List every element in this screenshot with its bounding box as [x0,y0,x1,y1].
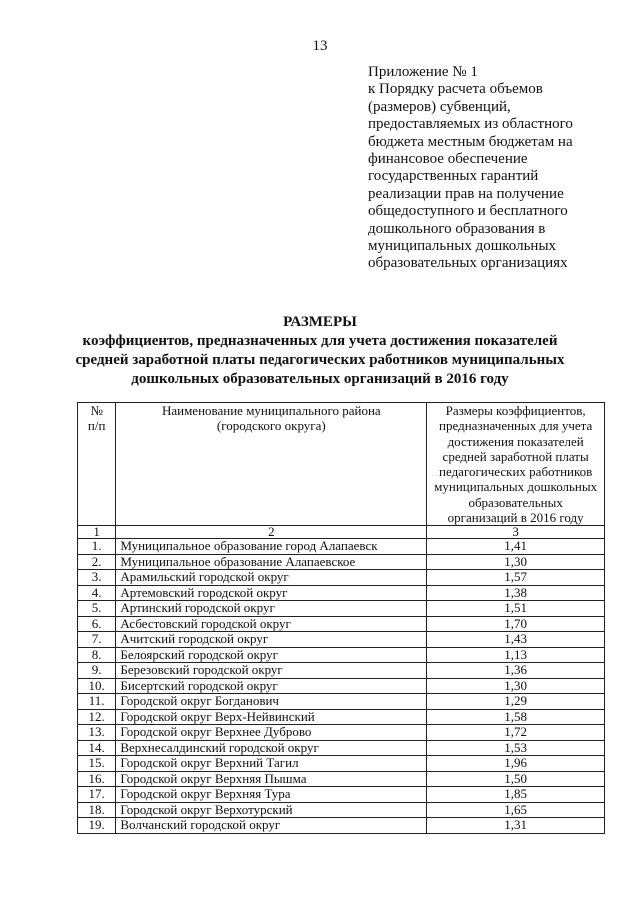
row-number: 14. [78,740,116,756]
appendix-line: Приложение № 1 [368,64,478,80]
row-value: 1,51 [427,601,605,617]
row-value: 1,38 [427,585,605,601]
title-line: коэффициентов, предназначенных для учета достижения показателей [82,333,558,349]
row-value: 1,30 [427,678,605,694]
row-value: 1,53 [427,740,605,756]
header-value-line: педагогических работников [439,464,593,480]
table-row [78,554,605,570]
row-value: 1,72 [427,725,605,741]
row-number: 12. [78,709,116,725]
row-name: Ачитский городской округ [116,632,427,648]
row-number: 4. [78,585,116,601]
header-value-line: образовательных [468,494,563,510]
header-value-line: муниципальных дошкольных [434,479,598,495]
row-name: Верхнесалдинский городской округ [116,740,427,756]
row-name: Артинский городской округ [116,601,427,617]
title-line: средней заработной платы педагогических работников муниципальных [75,352,565,368]
row-number: 15. [78,756,116,772]
row-name: Белоярский городской округ [116,647,427,663]
row-value: 1,31 [427,818,605,834]
row-value: 1,41 [427,539,605,555]
table-row [78,663,605,679]
row-value: 1,30 [427,554,605,570]
table-row [78,756,605,772]
row-name: Асбестовский городской округ [116,616,427,632]
row-value: 1,85 [427,787,605,803]
row-name: Городской округ Верхотурский [116,802,427,818]
title-heading: РАЗМЕРЫ [283,314,357,330]
column-number: 1 [78,526,116,539]
row-number: 11. [78,694,116,710]
row-name: Городской округ Богданович [116,694,427,710]
row-number: 3. [78,570,116,586]
header-value-line: средней заработной платы [442,448,589,464]
row-value: 1,58 [427,709,605,725]
appendix-line: (размеров) субвенций, [368,98,511,115]
table-row [78,616,605,632]
table-row [78,632,605,648]
table-row [78,585,605,601]
row-number: 1. [78,539,116,555]
row-name: Муниципальное образование город Алапаевск [116,539,427,555]
row-value: 1,13 [427,647,605,663]
table-body [78,539,605,834]
column-number: 3 [427,526,605,539]
title-line: дошкольных образовательных организаций в 2016 году [131,371,509,387]
page-number: 13 [312,38,328,54]
row-value: 1,29 [427,694,605,710]
row-name: Березовский городской округ [116,663,427,679]
appendix-line: муниципальных дошкольных [368,238,557,255]
column-number-row [78,526,605,539]
header-value-line: Размеры коэффициентов, [445,403,586,418]
table-row [78,647,605,663]
header-number-line: п/п [87,418,106,434]
header-value-line: предназначенных для учета [439,418,593,434]
header-name [116,403,427,526]
table-row [78,725,605,741]
row-number: 2. [78,554,116,570]
row-name: Арамильский городской округ [116,570,427,586]
table-row [78,570,605,586]
row-number: 9. [78,663,116,679]
header-name-line: (городского округа) [216,418,326,434]
row-value: 1,57 [427,570,605,586]
table-row [78,601,605,617]
appendix-line: к Порядку расчета объемов [368,81,543,98]
row-name: Муниципальное образование Алапаевское [116,554,427,570]
appendix-line: реализации прав на получение [368,185,564,202]
row-number: 6. [78,616,116,632]
row-value: 1,43 [427,632,605,648]
row-number: 8. [78,647,116,663]
row-value: 1,96 [427,756,605,772]
document-title [40,313,600,389]
appendix-line: предоставляемых из областного [368,116,573,133]
table-row [78,802,605,818]
header-value-line: достижения показателей [447,433,584,449]
table-row [78,709,605,725]
row-value: 1,36 [427,663,605,679]
row-value: 1,70 [427,616,605,632]
header-number [78,403,116,526]
row-name: Артемовский городской округ [116,585,427,601]
row-value: 1,65 [427,802,605,818]
table-row [78,771,605,787]
row-number: 16. [78,771,116,787]
appendix-line: финансовое обеспечение [368,151,528,168]
row-number: 10. [78,678,116,694]
row-number: 5. [78,601,116,617]
table-row [78,539,605,555]
row-name: Бисертский городской округ [116,678,427,694]
row-name: Городской округ Верхняя Пышма [116,771,427,787]
row-name: Городской округ Верх-Нейвинский [116,709,427,725]
header-name-line: Наименование муниципального района [161,403,381,418]
table-row [78,787,605,803]
appendix-line: образовательных организациях [368,255,568,272]
coefficients-table [77,402,605,834]
header-value [427,403,605,526]
row-number: 18. [78,802,116,818]
row-number: 13. [78,725,116,741]
row-value: 1,50 [427,771,605,787]
table-row [78,678,605,694]
appendix-line: общедоступного и бесплатного [368,203,568,220]
header-value-line: организаций в 2016 году [447,510,584,526]
header-number-line: № [90,403,103,418]
table-row [78,740,605,756]
appendix-line: государственных гарантий [368,168,539,185]
table-header-row [78,403,605,526]
row-number: 17. [78,787,116,803]
row-number: 7. [78,632,116,648]
appendix-line: бюджета местным бюджетам на [368,133,573,150]
appendix-block [368,64,608,273]
column-number: 2 [116,526,427,539]
row-number: 19. [78,818,116,834]
row-name: Волчанский городской округ [116,818,427,834]
row-name: Городской округ Верхняя Тура [116,787,427,803]
table-row [78,818,605,834]
row-name: Городской округ Верхнее Дуброво [116,725,427,741]
table-row [78,694,605,710]
row-name: Городской округ Верхний Тагил [116,756,427,772]
appendix-line: дошкольного образования в [368,220,546,237]
